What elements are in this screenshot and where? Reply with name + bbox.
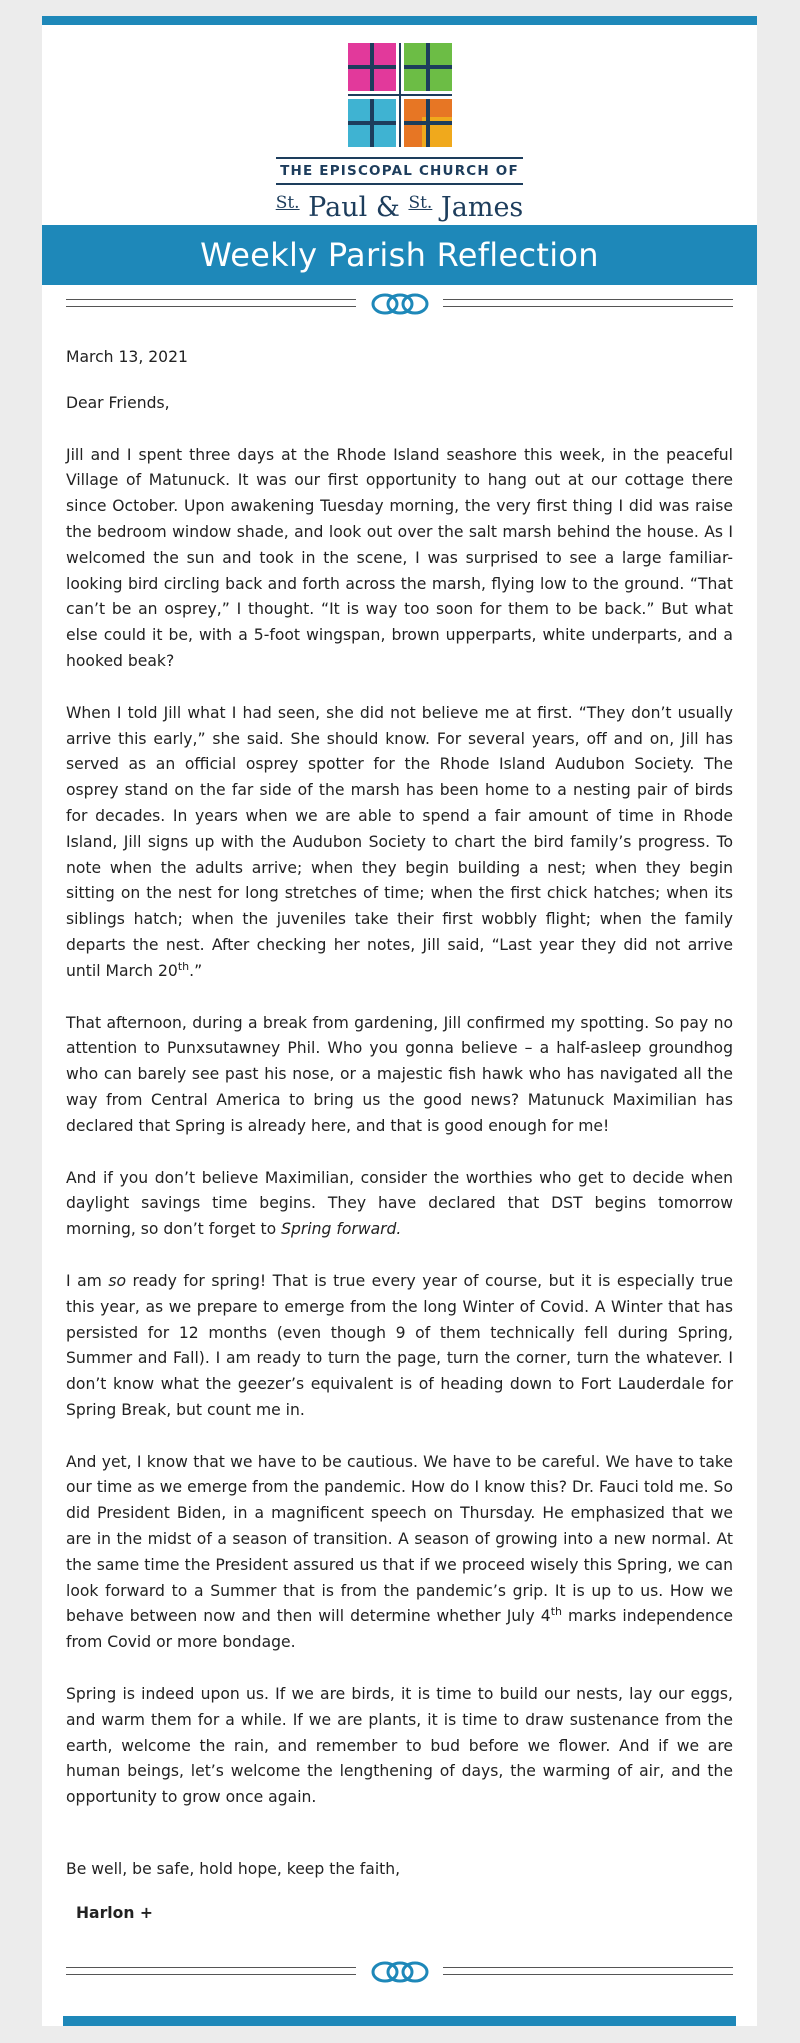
ornament-divider-bottom [66,1953,733,1993]
paragraph-6 [66,1450,733,1656]
saint-abbrev: St. [275,193,300,213]
cross-logo-icon [348,43,452,147]
church-name-paul: Paul & [299,192,409,223]
superscript: th [177,959,190,973]
salutation: Dear Friends, [66,393,170,412]
paragraph-5 [66,1269,733,1424]
paragraph-5-emphasis: so [108,1271,127,1290]
paragraph-5-start: I am [66,1271,109,1290]
divider-line-left [66,299,356,307]
triple-ring-icon [370,1957,430,1987]
paragraph-1: Jill and I spent three days at the Rhode Island seashore this week, in the peaceful Village of Matunuck. It was our first opportunity to hang out at our cottage there since October. Upon awakening Tuesday morning, the very first thing I did was raise the bedroom window shade, and look out over the salt marsh behind the house. As I welcomed the sun and took in the scene, I was surprised to see a large familiar-looking bird circling back and forth across the marsh, flying low to the ground. “That can’t be an osprey,” I thought. “It is way too soon for them to be back.” But what else could it be, with a 5-foot wingspan, brown upperparts, white underparts, and a hooked beak? [66,445,733,670]
newsletter-page [42,16,757,2026]
church-name-line2 [276,187,524,224]
paragraph-4-emphasis: Spring forward. [281,1220,402,1239]
paragraph-7: Spring is indeed upon us. If we are birds, it is time to build our nests, lay our eggs, and warm them for a while. If we are plants, it is time to draw sustenance from the earth, welcome the rain, and remember to bud before we flower. And if we are human beings, let’s welcome the lengthening of days, the warming of air, and the opportunity to grow once again. [66,1685,733,1807]
paragraph-2-end: .” [189,961,203,980]
paragraph-6-end: marks independence from Covid or more bondage. [66,1607,733,1652]
paragraph-2-text: When I told Jill what I had seen, she did not believe me at first. “They don’t usually arrive this early,” she said. She should know. For several years, off and on, Jill has served as an official osprey spotter for the Rhode Island Audubon Society. The osprey stand on the far side of the marsh has been home to a nesting pair of birds for decades. In years when we are able to spend a fair amount of time in Rhode Island, Jill signs up with the Audubon Society to chart the bird family’s progress. To note when the adults arrive; when they begin building a nest; when they begin sitting on the nest for long stretches of time; when the first chick hatches; when its siblings hatch; when the juveniles take their first wobbly flight; when the family departs the nest. After checking her notes, Jill said, “Last year they did not arrive until March 20 [66,703,733,980]
paragraph-4 [66,1166,733,1243]
divider-line-right [443,1967,733,1975]
superscript: th [550,1605,562,1619]
bottom-accent-bar [63,2016,736,2026]
banner-title: Weekly Parish Reflection [42,225,757,285]
paragraph-4-text: And if you don’t believe Maximilian, consider the worthies who get to decide when daylight savings time begins. They have declared that DST begins tomorrow morning, so don’t forget to [66,1168,733,1239]
paragraph-6-text: And yet, I know that we have to be cautious. We have to be careful. We have to take our time as we emerge from the pandemic. How do I know this? Dr. Fauci told me. So did President Biden, in a magnificent speech on Thursday. He emphasized that we are in the midst of a season of transition. A season of growing into a new normal. At the same time the President assured us that if we proceed wisely this Spring, we can look forward to a Summer that is from the pandemic’s grip. It is up to us. How we behave between now and then will determine whether July 4 [66,1452,733,1626]
church-name-james: James [432,192,524,223]
letter-body [42,325,757,1927]
church-logo [42,25,757,225]
letter-date: March 13, 2021 [66,348,188,366]
paragraph-2 [66,701,733,985]
paragraph-3: That afternoon, during a break from gardening, Jill confirmed my spotting. So pay no attention to Punxsutawney Phil. Who you gonna believe – a half-asleep groundhog who can barely see past his nose, or a majestic fish hawk who has navigated all the way from Central America to bring us the good news? Matunuck Maximilian has declared that Spring is already here, and that is good enough for me! [66,1013,733,1135]
ornament-divider [66,285,733,325]
top-accent-bar [42,16,757,25]
closing-line: Be well, be safe, hold hope, keep the faith, [66,1860,401,1879]
saint-abbrev: St. [408,193,433,213]
divider-line-right [443,299,733,307]
triple-ring-icon [370,289,430,319]
church-name-line1: THE EPISCOPAL CHURCH OF [276,157,523,185]
divider-line-left [66,1967,356,1975]
paragraph-5-text: ready for spring! That is true every year of course, but it is especially true this year, as we prepare to emerge from the long Winter of Covid. A Winter that has persisted for 12 months (even though 9 of them technically fell during Spring, Summer and Fall). I am ready to turn the page, turn the corner, turn the whatever. I don’t know what the geezer’s equivalent is of heading down to Fort Lauderdale for Spring Break, but count me in. [66,1271,733,1419]
signature: Harlon + [76,1903,153,1922]
